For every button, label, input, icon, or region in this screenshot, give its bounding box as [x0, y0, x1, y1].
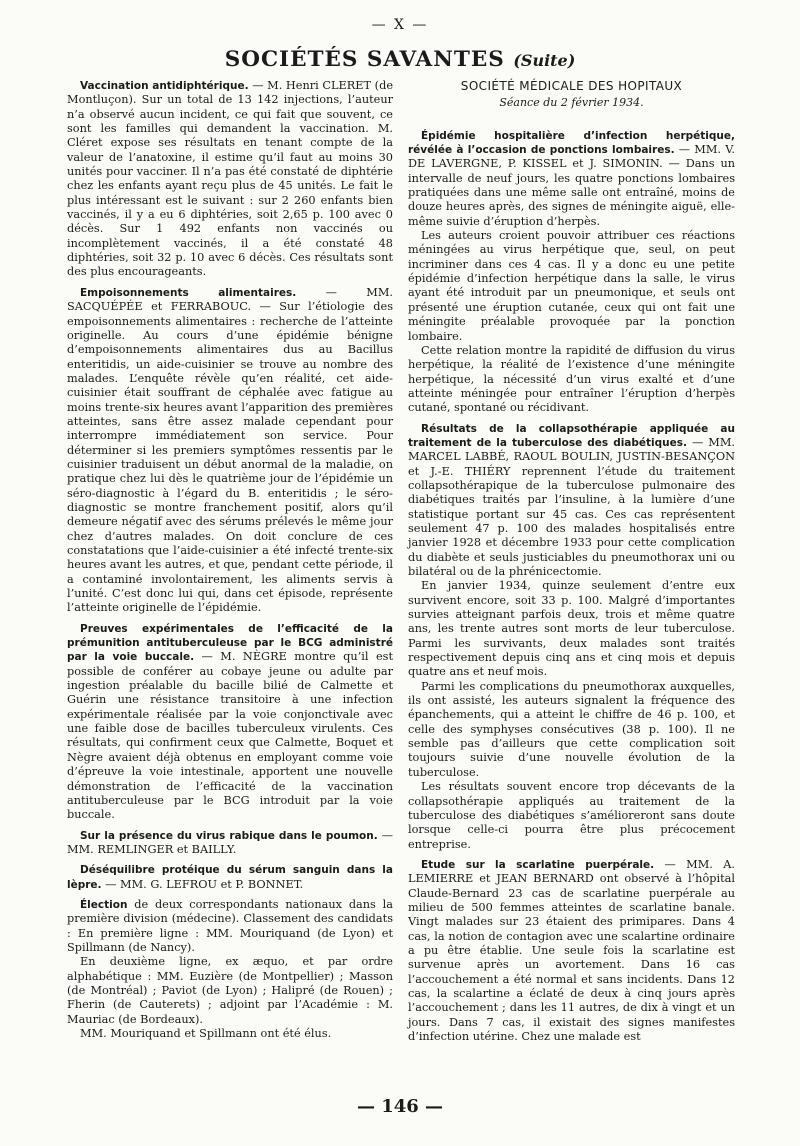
- title-suffix: (Suite): [513, 51, 576, 70]
- bcg-heading: Preuves expérimentales de l’efficacité de la prémunition antituberculeuse par le BCG administré par la voie buccale.: [67, 622, 393, 664]
- collapse-heading: Résultats de la collapsothérapie appliquée au traitement de la tuberculose des diabétiques.: [408, 422, 735, 449]
- herpes-section: [408, 129, 735, 229]
- bcg-section: [67, 622, 393, 823]
- right-column: [408, 79, 735, 1044]
- bcg-body: — M. NÈGRE montre qu’il est possible de conférer au cobaye jeune ou adulte par ingestion préalable du bacille bilié de Calmette et Guérin une résistance transitoire à une infection expérimentale réalisée par la voie conjonctivale avec une faible dose de bacilles tuberculeux virulents. Ces résultats, qui confirment ceux que Calmette, Boquet et Nègre avaient déjà obtenus en employant comme voie d’épreuve la voie intestinale, apportent une nouvelle démonstration de l’efficacité de la vaccination antituberculeuse par le BCG introduit par la voie buccale.: [67, 650, 393, 822]
- herpes-heading: Épidémie hospitalière d’infection herpétique, révélée à l’occasion de ponctions lombaires.: [408, 129, 735, 157]
- collapse-paragraph-3: Parmi les complications du pneumothorax auxquelles, ils ont assisté, les auteurs signalent la fréquence des épanchements, qui a atteint le chiffre de 46 p. 100, et celle des symphyses consécutives (38 p. 100). Il ne semble pas d’ailleurs que cette complication soit toujours suivie d’une nouvelle évolution de la tuberculose.: [408, 679, 735, 779]
- herpes-body: — MM. V. DE LAVERGNE, P. KISSEL et J. SIMONIN. — Dans un intervalle de neuf jours, les quatre ponctions lombaires pratiquées dans une même salle ont entraîné, moins de douze heures après, des signes de méningite aiguë, elle-même suivie d’éruption d’herpès.: [408, 143, 735, 228]
- collapse-paragraph-4: Les résultats souvent encore trop décevants de la collapsothérapie appliqués au traitement de la tuberculose des diabétiques s’amélioreront sans doute lorsque celle-ci pourra être plus précocement entreprise.: [408, 780, 735, 851]
- vaccination-heading: Vaccination antidiphtérique.: [80, 80, 249, 92]
- left-column: [67, 79, 393, 1047]
- vaccination-section: [67, 79, 393, 280]
- rabies-body: — MM. REMLINGER et BAILLY.: [67, 828, 393, 856]
- rabies-heading: Sur la présence du virus rabique dans le poumon.: [80, 829, 378, 842]
- poisoning-section: [67, 286, 393, 616]
- scarlatina-section: [408, 858, 735, 1044]
- election-section: [67, 898, 393, 955]
- collapse-body: — MM. MARCEL LABBÉ, RAOUL BOULIN, JUSTIN-BESANÇON et J.-E. THIÉRY reprennent l’étude du traitement collapsothérapique de la tuberculose pulmonaire des diabétiques traités par l’insuline, à la lumière d’une statistique portant sur 45 cas. Ces cas représentent seulement 47 p. 100 des malades hospitalisés entre janvier 1928 et décembre 1933 pour cette complication du diabète et seuls justiciables du pneumothorax uni ou bilatéral ou de la phrénicectomie.: [408, 435, 735, 578]
- page-title: [0, 47, 800, 72]
- election-second-line: En deuxième ligne, ex æquo, et par ordre alphabétique : MM. Euzière (de Montpellier) ; Masson (de Montréal) ; Paviot (de Lyon) ; Halipré (de Rouen) ; Fherin (de Cauterets) ; adjoint par l’Académie : M. Mauriac (de Bordeaux).: [67, 955, 393, 1026]
- poisoning-heading: Empoisonnements alimentaires.: [80, 286, 297, 299]
- election-result: MM. Mouriquand et Spillmann ont été élus.: [80, 1027, 332, 1040]
- rabies-section: [67, 829, 393, 858]
- session-date: Séance du 2 février 1934.: [499, 96, 644, 110]
- title-text: SOCIÉTÉS SAVANTES: [224, 47, 505, 72]
- leprosy-heading: Déséquilibre protéique du sérum sanguin dans la lèpre.: [67, 864, 393, 891]
- society-heading: SOCIÉTÉ MÉDICALE DES HOPITAUX: [460, 79, 683, 93]
- scarlatina-heading: Etude sur la scarlatine puerpérale.: [421, 858, 655, 871]
- herpes-paragraph-3: Cette relation montre la rapidité de diffusion du virus herpétique, la réalité de l’existence d’une méningite herpétique, la nécessité d’un virus exalté et d’une atteinte méningée pour entraîner l’éruption d’herpès cutané, spontané ou récidivant.: [408, 343, 735, 415]
- collapse-paragraph-2: En janvier 1934, quinze seulement d’entre eux survivent encore, soit 33 p. 100. Malgré d’importantes survies atteignant parfois deux, trois et même quatre ans, les trente autres sont morts de leur tuberculose. Parmi les survivants, deux malades sont traités respectivement depuis cinq ans et cinq mois et depuis quatre ans et neuf mois.: [408, 579, 735, 679]
- scarlatina-body: — MM. A. LEMIERRE et JEAN BERNARD ont observé à l’hôpital Claude-Bernard 23 cas de scarlatine puerpérale au milieu de 500 femmes atteintes de scarlatine banale. Vingt malades sur 23 étaient des primipares. Dans 4 cas, la notion de contagion avec une scalartine ordinaire a pu être établie. Une seule fois la scarlatine est survenue après un avortement. Dans 16 cas l’accouchement a été normal et sans incidents. Dans 12 cas, la scalartine a éclaté de deux à cinq jours après l’accouchement ; dans les 11 autres, de dix à vingt et un jours. Dans 7 cas, il existait des signes manifestes d’infection utérine. Chez une malade est: [408, 857, 735, 1043]
- election-heading: Élection: [80, 898, 128, 911]
- vaccination-body: — M. Henri CLERET (de Montluçon). Sur un total de 13 142 injections, l’auteur n’a observé aucun incident, ce qui fait que souvent, ce sont les familles qui demandent la vaccination. M. Cléret expose ses résultats en tenant compte de la valeur de l’anatoxine, il estime qu’il faut au moins 30 unités pour vacciner. Il n’a pas été constaté de diphtérie chez les enfants ayant reçu plus de 45 unités. Le fait le plus intéressant est le suivant : sur 2 260 enfants bien vaccinés, il y a eu 6 diphtéries, soit 2,65 p. 100 avec 0 décès. Sur 1 492 enfants non vaccinés ou incomplètement vaccinés, il a été constaté 48 diphtéries, soit 32 p. 10 avec 6 décès. Ces résultats sont des plus encourageants.: [67, 79, 394, 279]
- herpes-paragraph-2: Les auteurs croient pouvoir attribuer ces réactions méningées au virus herpétique que, seul, on peut incriminer dans ces 4 cas. Il y a donc eu une petite épidémie d’infection herpétique dans la salle, le virus ayant été introduit par un pneumonique, et seuls ont présenté une éruption cutanée, ceux qui ont fait une méningite préalable provoquée par la ponction lombaire.: [408, 229, 735, 343]
- roman-numeral-header: — X —: [371, 17, 429, 33]
- page-number: — 146 —: [356, 1096, 444, 1117]
- election-body: de deux correspondants nationaux dans la première division (médecine). Classement des candidats : En première ligne : MM. Mouriquand (de Lyon) et Spillmann (de Nancy).: [67, 897, 393, 954]
- poisoning-body: — MM. SACQUÉPÉE et FERRABOUC. — Sur l’étiologie des empoisonnements alimentaires : recherche de l’atteinte originelle. Au cours d’une épidémie bénigne d’empoisonnements alimentaires dus au Bacillus enteritidis, un aide-cuisinier se trouve au nombre des malades. L’enquête révèle qu’en réalité, cet aide-cuisinier était souffrant de céphalée avec fatigue au moins trente-six heures avant l’apparition des premières atteintes, sans être assez malade cependant pour interrompre immédiatement son service. Pour déterminer si les premiers symptômes ressentis par le cuisinier traduisent un début anormal de la maladie, on pratique chez lui dès le quatrième jour de l’épidémie un séro-diagnostic à l’égard du B. enteritidis ; le séro-diagnostic se montre franchement positif, alors qu’il demeure négatif avec des sérums prélevés le même jour chez d’autres malades. On doit conclure de ces constatations que l’aide-cuisinier a été infecté trente-six heures avant les autres, et que, pendant cette période, il a contaminé involontairement, les aliments servis à l’unité. C’est donc lui qui, dans cet épisode, représente l’atteinte originelle de l’épidémie.: [67, 285, 393, 615]
- leprosy-section: [67, 863, 393, 892]
- collapse-section: [408, 422, 735, 580]
- leprosy-body: — MM. G. LEFROU et P. BONNET.: [105, 877, 304, 891]
